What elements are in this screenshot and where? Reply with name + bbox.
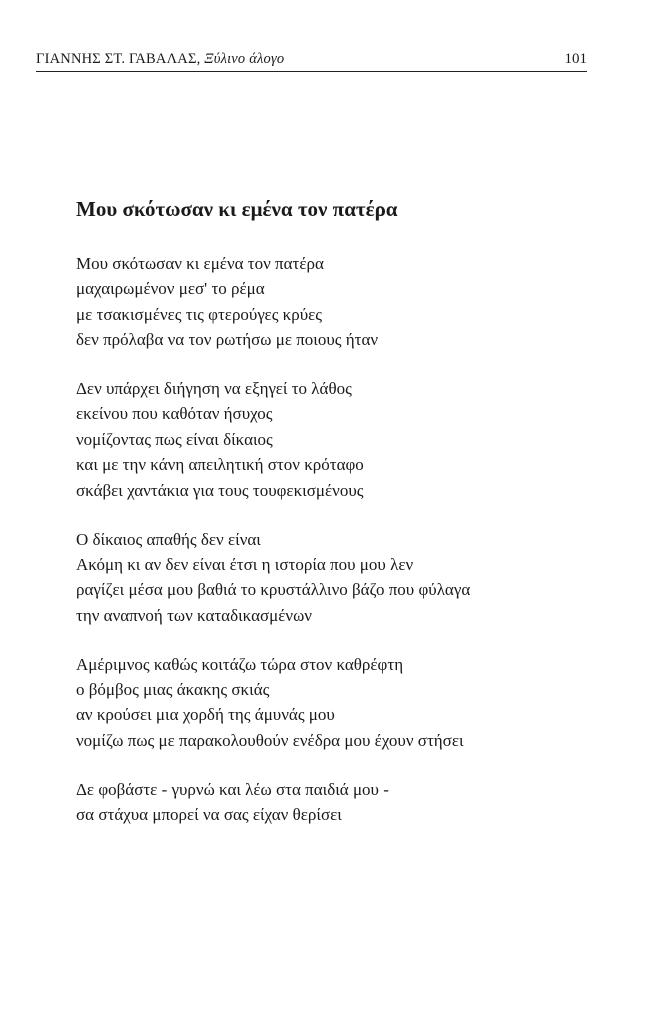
verse-line: με τσακισμένες τις φτερούγες κρύες bbox=[76, 304, 323, 324]
verse-line: σκάβει χαντάκια για τους τουφεκισμένους bbox=[76, 480, 364, 500]
verse-line: αν κρούσει μια χορδή της άμυνάς μου bbox=[76, 705, 335, 725]
verse-line: την αναπνοή των καταδικασμένων bbox=[76, 605, 312, 625]
verse-line: νομίζοντας πως είναι δίκαιος bbox=[76, 429, 273, 449]
verse-line: δεν πρόλαβα να τον ρωτήσω με ποιους ήταν bbox=[76, 330, 379, 350]
page-number: 101 bbox=[564, 51, 587, 67]
verse-line: νομίζω πως με παρακολουθούν ενέδρα μου έχουν στήσει bbox=[76, 730, 464, 750]
verse-line: Αμέριμνος καθώς κοιτάζω τώρα στον καθρέφτη bbox=[76, 654, 404, 674]
verse-line: Ο δίκαιος απαθής δεν είναι bbox=[76, 529, 261, 549]
verse-line: Δεν υπάρχει διήγηση να εξηγεί το λάθος bbox=[76, 379, 352, 399]
verse-line: Δε φοβάστε - γυρνώ και λέω στα παιδιά μου - bbox=[76, 779, 389, 799]
verse-line: ο βόμβος μιας άκακης σκιάς bbox=[76, 679, 270, 699]
verse-line: σα στάχυα μπορεί να σας είχαν θερίσει bbox=[76, 805, 342, 825]
verse-line: μαχαιρωμένον μεσ' το ρέμα bbox=[76, 279, 265, 299]
stanza-1 bbox=[76, 251, 596, 353]
verse-line: Ακόμη κι αν δεν είναι έτσι η ιστορία που μου λεν bbox=[76, 554, 414, 574]
verse-line: ραγίζει μέσα μου βαθιά το κρυστάλλινο βάζο που φύλαγα bbox=[76, 580, 471, 600]
stanza-5 bbox=[76, 777, 596, 828]
poem-title: Μου σκότωσαν κι εμένα τον πατέρα bbox=[76, 197, 398, 221]
page-header bbox=[36, 46, 587, 72]
poem-body bbox=[76, 251, 596, 851]
running-head bbox=[36, 51, 284, 68]
verse-line: και με την κάνη απειλητική στον κρόταφο bbox=[76, 455, 364, 475]
author-name: ΓΙΑΝΝΗΣ ΣΤ. ΓΑΒΑΛΑΣ, bbox=[36, 51, 201, 67]
stanza-2 bbox=[76, 376, 596, 503]
stanza-4 bbox=[76, 652, 596, 754]
book-title: Ξύλινο άλογο bbox=[204, 51, 285, 67]
stanza-3 bbox=[76, 527, 596, 629]
verse-line: εκείνου που καθόταν ήσυχος bbox=[76, 404, 273, 424]
verse-line: Μου σκότωσαν κι εμένα τον πατέρα bbox=[76, 254, 324, 273]
